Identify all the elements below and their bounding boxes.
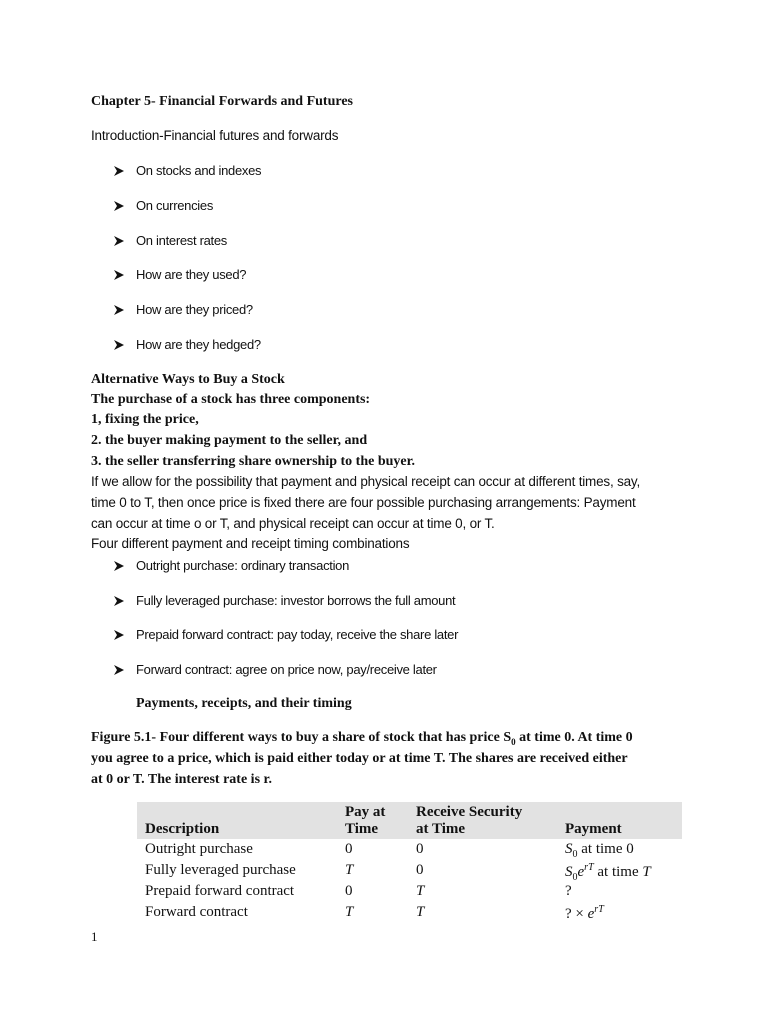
arrow-bullet-icon (113, 664, 127, 678)
cell-receive: 0 (416, 862, 424, 878)
table-row (137, 839, 682, 860)
timing-table (137, 802, 682, 923)
cell-payment: ? × $e^{rT}$ (565, 904, 604, 922)
arrow-bullet-icon (113, 269, 127, 283)
table-row (137, 902, 682, 923)
header-receive-line2: at Time (416, 821, 466, 837)
list-item: On currencies (136, 198, 214, 213)
arrow-bullet-icon (113, 629, 127, 643)
paragraph-line: If we allow for the possibility that payment and physical receipt can occur at different times, say, (91, 474, 641, 489)
purchase-line: 2. the buyer making payment to the seller, and (91, 433, 368, 448)
list-item: Outright purchase: ordinary transaction (136, 558, 350, 573)
cell-receive: T (416, 883, 425, 899)
cell-receive: 0 (416, 841, 424, 857)
chapter-title: Chapter 5- Financial Forwards and Futures (91, 94, 353, 109)
list-item: Prepaid forward contract: pay today, receive the share later (136, 627, 459, 642)
cell-description: Forward contract (145, 904, 248, 920)
figure-caption-line: you agree to a price, which is paid either today or at time T. The shares are received either (91, 751, 628, 766)
list-item: How are they priced? (136, 302, 253, 317)
list-item: How are they used? (136, 267, 247, 282)
purchase-line: 1, fixing the price, (91, 412, 199, 427)
cell-payment: $S_0$ at time 0 (565, 841, 634, 860)
list-item: How are they hedged? (136, 337, 261, 352)
table-row (137, 860, 682, 881)
paragraph-line: time 0 to T, then once price is fixed there are four possible purchasing arrangements: Payment (91, 495, 636, 510)
header-pay-line2: Time (345, 821, 379, 837)
arrow-bullet-icon (113, 304, 127, 318)
cell-payment: ? (565, 883, 572, 899)
page-number: 1 (91, 929, 98, 944)
cell-receive: T (416, 904, 425, 920)
cell-description: Prepaid forward contract (145, 883, 295, 899)
header-payment: Payment (565, 821, 622, 837)
arrow-bullet-icon (113, 200, 127, 214)
table-row (137, 881, 682, 902)
list-item: On stocks and indexes (136, 163, 262, 178)
figure-caption-line: at 0 or T. The interest rate is r. (91, 772, 272, 787)
arrow-bullet-icon (113, 560, 127, 574)
cell-pay: 0 (345, 841, 353, 857)
purchase-line: 3. the seller transferring share ownership to the buyer. (91, 454, 416, 469)
intro-heading: Introduction-Financial futures and forwards (91, 128, 339, 143)
payments-heading: Payments, receipts, and their timing (136, 696, 352, 711)
list-item: Fully leveraged purchase: investor borrows the full amount (136, 593, 456, 608)
list-item: Forward contract: agree on price now, pay/receive later (136, 662, 437, 677)
paragraph-line: can occur at time o or T, and physical receipt can occur at time 0, or T. (91, 516, 495, 531)
paragraph-line: Four different payment and receipt timing combinations (91, 536, 410, 551)
cell-pay: 0 (345, 883, 353, 899)
alt-heading: Alternative Ways to Buy a Stock (91, 372, 285, 387)
cell-description: Outright purchase (145, 841, 253, 857)
arrow-bullet-icon (113, 235, 127, 249)
cell-pay: T (345, 862, 354, 878)
figure-caption-line: Figure 5.1- Four different ways to buy a share of stock that has price $S_0$ at time 0. At time 0 (91, 730, 633, 747)
arrow-bullet-icon (113, 339, 127, 353)
table-header (137, 802, 682, 839)
header-description: Description (145, 821, 220, 837)
header-receive-line1: Receive Security (416, 804, 523, 820)
cell-pay: T (345, 904, 354, 920)
arrow-bullet-icon (113, 165, 127, 179)
arrow-bullet-icon (113, 595, 127, 609)
purchase-line: The purchase of a stock has three components: (91, 392, 371, 407)
header-pay-line1: Pay at (345, 804, 386, 820)
cell-description: Fully leveraged purchase (145, 862, 296, 878)
list-item: On interest rates (136, 233, 227, 248)
cell-payment: $S_0e^{rT}$ at time T (565, 862, 651, 883)
